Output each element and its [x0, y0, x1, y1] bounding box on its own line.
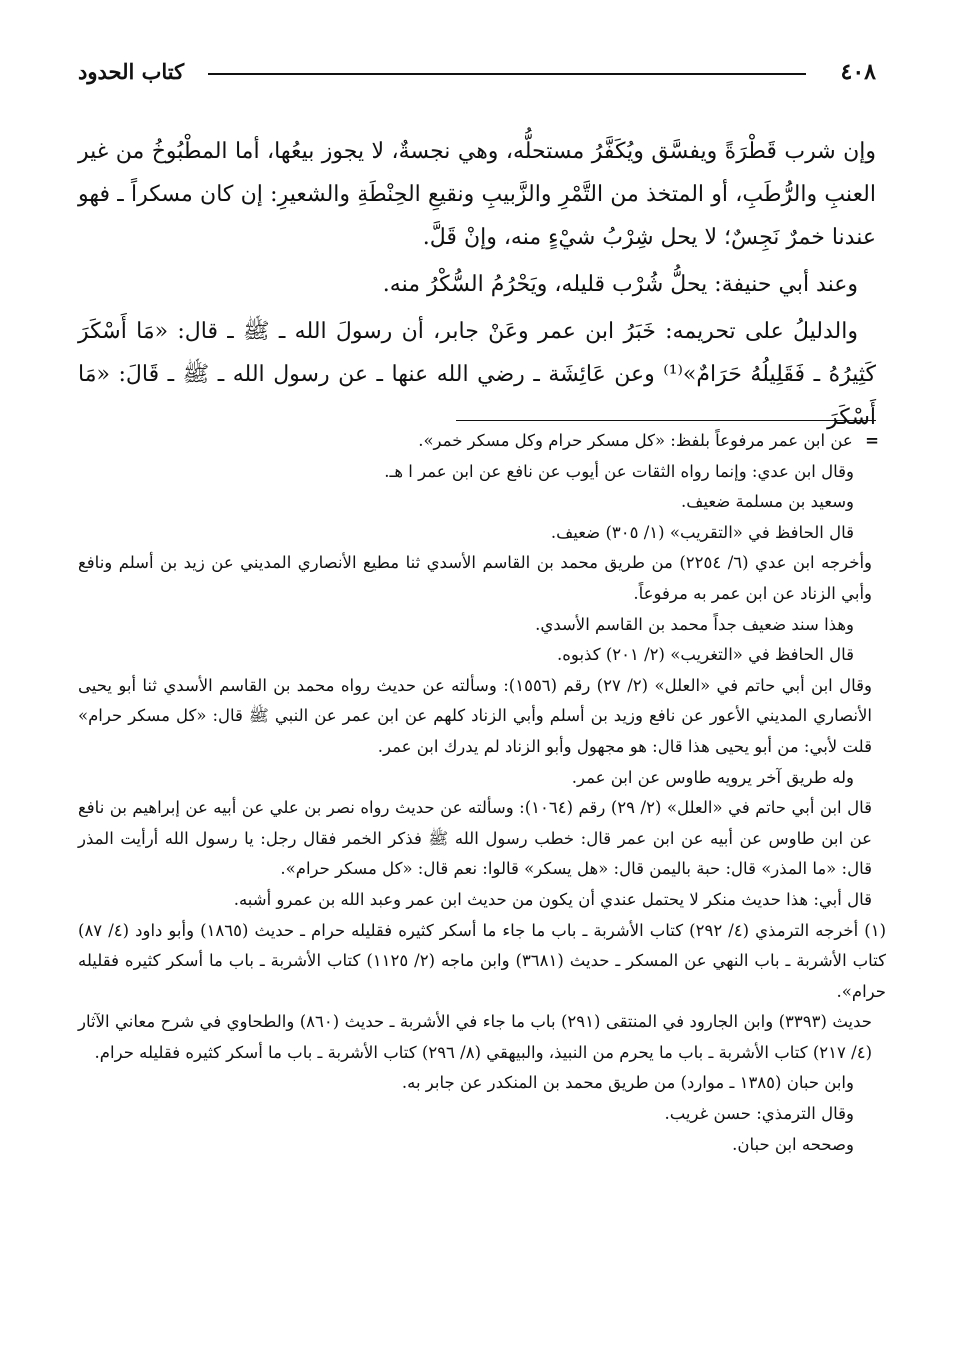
footnote-line: وأخرجه ابن عدي (٦/ ٢٢٥٤) من طريق محمد بن القاسم الأسدي ثنا مطيع الأنصاري المديني عن زيد بن أسلم ونافع وأبي الزناد عن ابن عمر به مرفوعاً.	[78, 553, 872, 603]
footnote-line: قال ابن أبي حاتم في «العلل» (٢/ ٢٩) رقم (١٠٦٤): وسألته عن حديث رواه نصر بن علي عن أبيه عن إبراهيم بن نافع عن ابن طاوس عن أبيه عن ابن عمر قال: خطب رسول الله ﷺ فذكر الخمر فقال رجل: يا رسول الله أرأيت المذر قال: «ما المذر» قال: حبة باليمن قال: «هل يسكر» قالوا: نعم قال: «كل مسكر حرام».	[78, 798, 873, 879]
book-page	[78, 40, 887, 1330]
footnote-line: حديث (٣٣٩٣) وابن الجارود في المنتقى (٢٩١) باب ما جاء في الأشربة ـ حديث (٨٦٠) والطحاوي في شرح معاني الآثار (٤/ ٢١٧) كتاب الأشربة ـ باب ما يحرم من النبيذ، والبيهقي (٨/ ٢٩٦) كتاب الأشربة ـ باب ما أسكر كثيره فقليله حرام.	[78, 1012, 873, 1062]
footnote-line: وقال الترمذي: حسن غريب.	[664, 1104, 854, 1124]
main-text	[78, 130, 876, 441]
footnote-separator	[456, 420, 876, 421]
continuation-mark: =	[865, 431, 879, 450]
footnotes	[78, 426, 886, 1160]
main-paragraph: وإن شرب قَطْرَةً ويفسَّق ويُكَفَّرُ مستحلُّه، وهي نجسةٌ، لا يجوز بيعُها، أما المطْبُوخُ من غير العنبِ والرُّطَبِ، أو المتخذ من التَّمْرِ والزَّبيبِ ونقيعِ الحِنْطَةِ والشعيرِ: إن كان مسكراً ـ فهو عندنا خمرٌ نَجِسٌ؛ لا يحل شِرْبُ شيْءٍ منه، وإنْ قَلَّ.	[78, 139, 876, 250]
main-paragraph: وعند أبي حنيفة: يحلُّ شُرْب قليله، ويَحْرُمُ السُّكْرُ منه.	[382, 272, 858, 297]
footnote-line: (١) أخرجه الترمذي (٤/ ٢٩٢) كتاب الأشربة ـ باب ما جاء ما أسكر كثيره فقليله حرام ـ حديث (١٨٦٥) وأبو داود (٤/ ٨٧) كتاب الأشربة ـ باب النهي عن المسكر ـ حديث (٣٦٨١) وابن ماجه (٢/ ١١٢٥) كتاب الأشربة ـ باب ما أسكر كثيره فقليله حرام».	[78, 920, 887, 1001]
footnote-line: قال الحافظ في «التغريب» (٢/ ٢٠١) كذبوه.	[557, 645, 854, 665]
footnote-line	[78, 426, 886, 457]
footnote-text: عن ابن عمر مرفوعاً بلفظ: «كل مسكر حرام وكل مسكر خمر».	[418, 431, 853, 450]
footnote-line: قال أبي: هذا حديث منكر لا يحتمل عندي أن يكون من حديث ابن عمر وعبد الله بن عمرو أشبه.	[233, 889, 872, 909]
page-header	[78, 58, 876, 90]
running-title: كتاب الحدود	[78, 59, 185, 84]
footnote-line: قال الحافظ في «التقريب» (١/ ٣٠٥) ضعيف.	[550, 522, 854, 542]
page-number: ٤٠٨	[840, 59, 876, 85]
footnote-line: وقال ابن عدي: وإنما رواه الثقات عن أيوب عن نافع عن ابن عمر ا هـ.	[384, 461, 854, 481]
header-rule	[208, 73, 806, 75]
footnote-line: وصححه ابن حبان.	[732, 1134, 854, 1154]
footnote-line: وقال ابن أبي حاتم في «العلل» (٢/ ٢٧) رقم (١٥٥٦): وسألته عن حديث رواه محمد بن القاسم الأسدي ثنا أبو يحيى الأنصاري المديني الأعور عن نافع وزيد بن أسلم وأبي الزناد كلهم عن ابن عمر عن النبي ﷺ قال: «كل مسكر حرام» قلت لأبي: من أبو يحيى هذا قال: هو مجهول وأبو الزناد لم يدرك ابن عمر.	[78, 675, 872, 756]
footnote-line: وسعيد بن مسلمة ضعيف.	[681, 492, 854, 512]
footnote-line: وابن حبان (١٣٨٥ ـ موارد) من طريق محمد بن المنكدر عن جابر به.	[401, 1073, 854, 1093]
footnote-line: وهذا سند ضعيف جداً محمد بن القاسم الأسدي.	[535, 614, 854, 634]
main-paragraph: والدليلُ على تحريمه: خَبَرُ ابن عمر وعَنْ جابر، أن رسولَ الله ـ ﷺ ـ قال: «مَا أَسْكَرَ كَثِيرُهُ ـ فَقَلِيلُهُ حَرَامٌ»⁽¹⁾ وعن عَائِشَة ـ رضي الله عنها ـ عن رسول الله ـ ﷺ ـ قَالَ: «مَا أَسْكَرَ	[78, 319, 876, 430]
footnote-line: وله طريق آخر يرويه طاوس عن ابن عمر.	[571, 767, 854, 787]
